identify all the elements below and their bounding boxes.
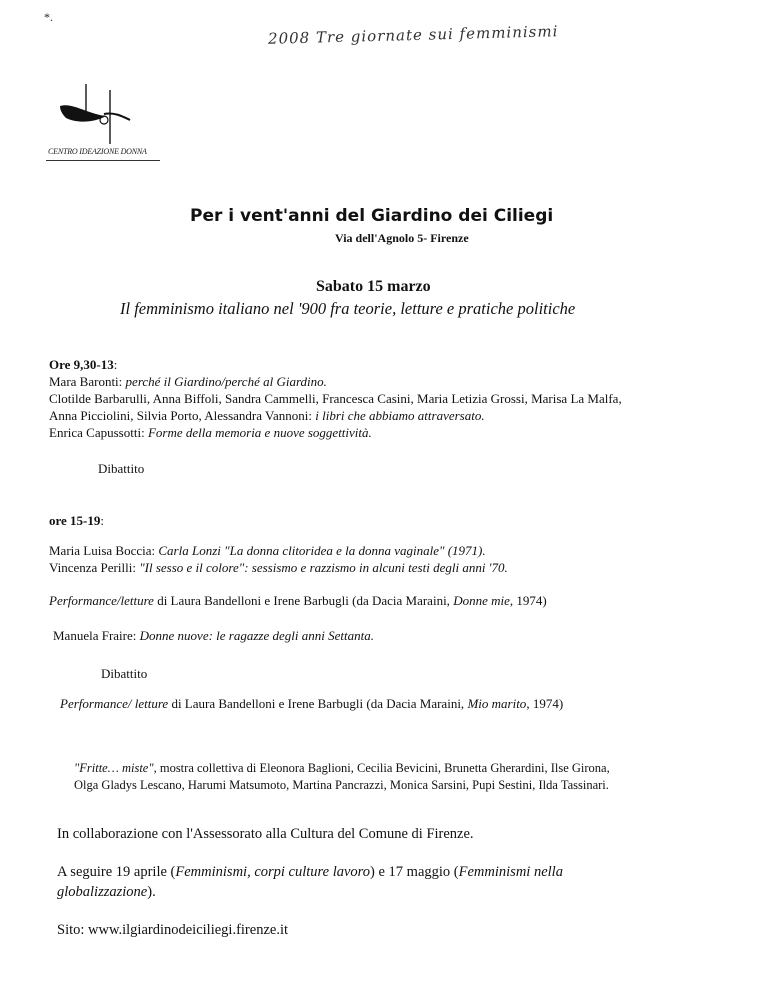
- program-line: Anna Picciolini, Silvia Porto, Alessandra Vannoni: i libri che abbiamo attraversato.: [49, 408, 485, 423]
- event-subtitle: Il femminismo italiano nel '900 fra teorie, letture e pratiche politiche: [120, 299, 576, 318]
- program-line: Maria Luisa Boccia: Carla Lonzi "La donna clitoridea e la donna vaginale" (1971).: [49, 543, 486, 558]
- followup-note: A seguire 19 aprile (Femminismi, corpi culture lavoro) e 17 maggio (Femminismi nella globalizzazione).: [57, 864, 563, 900]
- exhibition-line: "Fritte… miste", mostra collettiva di Eleonora Baglioni, Cecilia Bevicini, Brunetta Gherardini, Ilse Girona,: [74, 761, 610, 775]
- page-title: Per i vent'anni del Giardino dei Ciliegi: [190, 206, 554, 226]
- afternoon-time: ore 15-19:: [49, 513, 105, 528]
- afternoon-talks: [49, 542, 739, 576]
- exhibition: [74, 760, 764, 794]
- debate-label: Dibattito: [101, 666, 148, 681]
- debate-label: Dibattito: [98, 461, 145, 476]
- program-line: Mara Baronti: perché il Giardino/perché al Giardino.: [49, 374, 327, 389]
- collaboration-note: In collaborazione con l'Assessorato alla Cultura del Comune di Firenze.: [57, 826, 474, 842]
- performance-line: Performance/letture di Laura Bandelloni e Irene Barbugli (da Dacia Maraini, Donne mie, 1974): [49, 593, 547, 608]
- bird-on-branch-icon: [58, 84, 138, 156]
- logo-divider: [46, 160, 160, 161]
- performance-line: Performance/ letture di Laura Bandelloni e Irene Barbugli (da Dacia Maraini, Mio marito, 1974): [60, 696, 564, 711]
- website-link[interactable]: Sito: www.ilgiardinodeiciliegi.firenze.it: [57, 922, 289, 938]
- org-name: CENTRO IDEAZIONE DONNA: [48, 147, 147, 156]
- program-line: Manuela Fraire: Donne nuove: le ragazze degli anni Settanta.: [53, 628, 374, 643]
- program-line: Enrica Capussotti: Forme della memoria e nuove soggettività.: [49, 425, 372, 440]
- morning-session: [49, 356, 739, 441]
- program-line: Clotilde Barbarulli, Anna Biffoli, Sandra Cammelli, Francesca Casini, Maria Letizia Grossi, Marisa La Malfa,: [49, 391, 622, 406]
- address: Via dell'Agnolo 5- Firenze: [335, 231, 469, 245]
- scan-speck: *.: [44, 10, 53, 24]
- exhibition-line: Olga Gladys Lescano, Harumi Matsumoto, Martina Pancrazzi, Monica Sarsini, Pupi Sestini, Ilda Tassinari.: [74, 778, 609, 792]
- morning-time: Ore 9,30-13:: [49, 357, 118, 372]
- handwritten-note: 2008 Tre giornate sui femminismi: [267, 22, 559, 48]
- event-date: Sabato 15 marzo: [316, 278, 431, 295]
- program-line: Vincenza Perilli: "Il sesso e il colore": sessismo e razzismo in alcuni testi degli anni '70.: [49, 560, 508, 575]
